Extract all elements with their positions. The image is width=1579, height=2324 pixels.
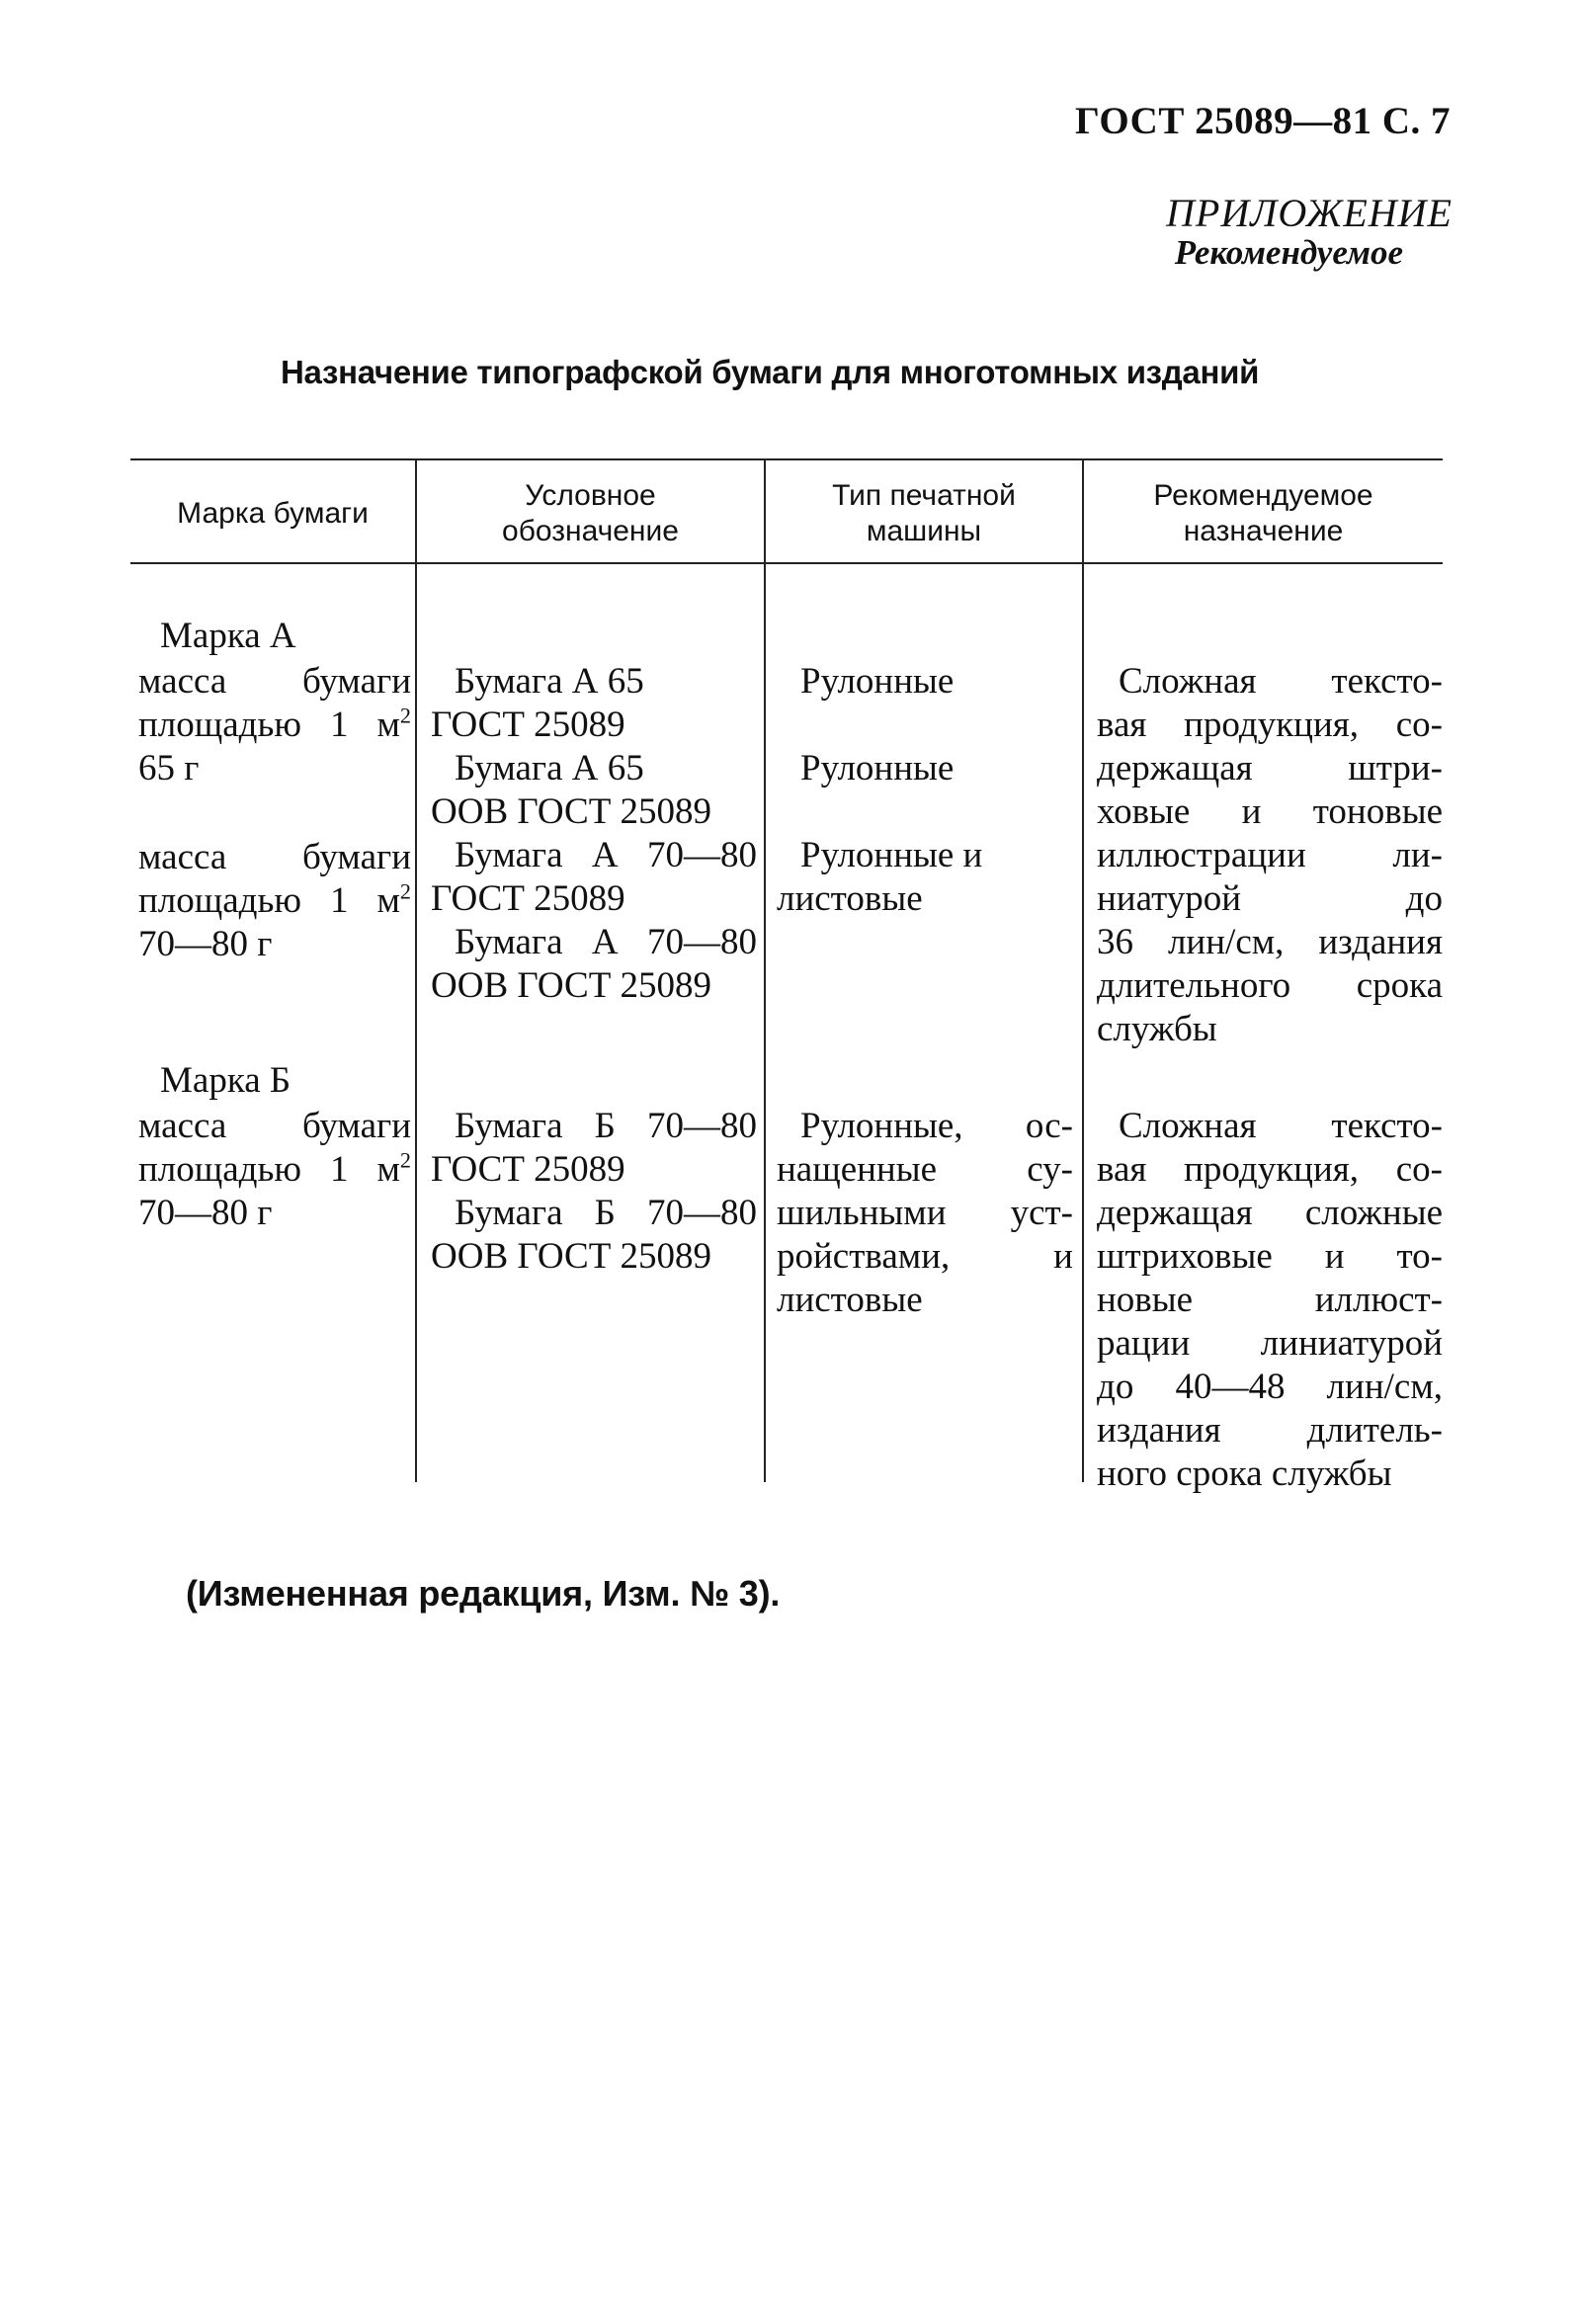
grade-b-designations: Бумага Б 70—80 ГОСТ 25089 Бумага Б 70—80 ООВ ГОСТ 25089 xyxy=(431,1106,757,1277)
table-title: Назначение типографской бумаги для многотомных изданий xyxy=(281,354,1260,390)
header-recommended-use: Рекомендуемое назначение xyxy=(1153,479,1373,547)
grade-a-purpose: Сложная тексто- вая продукция, со- держащая штри- ховые и тоновые иллюстрации ли- ниатурой до 36 лин/см, издания длительного срока службы xyxy=(1097,661,1443,1049)
column-divider-3 xyxy=(1082,458,1084,1482)
grade-a-mass-70-80: масса бумаги площадью 1 $м^2$ 70—80 г xyxy=(138,837,411,964)
column-divider-1 xyxy=(415,458,417,1482)
grade-a-label: Марка А xyxy=(160,616,296,656)
grade-b-purpose: Сложная тексто- вая продукция, со- держащая сложные штриховые и то- новые иллюст- рации линиатурой до 40—48 лин/см, издания длитель- ного срока службы xyxy=(1097,1106,1443,1494)
column-divider-2 xyxy=(764,458,766,1482)
header-designation: Условное обозначение xyxy=(502,479,679,547)
appendix-status: Рекомендуемое xyxy=(1174,233,1403,272)
grade-b-machines: Рулонные, ос- нащенные су- шильными уст- ройствами, и листовые xyxy=(777,1106,1073,1320)
grade-b-label: Марка Б xyxy=(160,1060,291,1101)
revision-note: (Измененная редакция, Изм. № 3). xyxy=(186,1573,781,1614)
appendix-label: ПРИЛОЖЕНИЕ xyxy=(1166,191,1453,235)
grade-b-mass: масса бумаги площадью 1 $м^2$ 70—80 г xyxy=(138,1106,411,1233)
header-machine-type: Тип печатной машины xyxy=(832,479,1016,547)
grade-a-machines: Рулонные Рулонные Рулонные и листовые xyxy=(777,661,983,919)
grade-a-designations: Бумага А 65 ГОСТ 25089 Бумага А 65 ООВ ГОСТ 25089 Бумага А 70—80 ГОСТ 25089 Бумага А 70—80 ООВ ГОСТ 25089 xyxy=(431,661,757,1006)
grade-a-mass-65: масса бумаги площадью 1 $м^2$ 65 г xyxy=(138,661,411,788)
page-header-code: ГОСТ 25089—81 С. 7 xyxy=(1075,100,1451,142)
header-paper-grade: Марка бумаги xyxy=(177,497,369,530)
table-top-rule xyxy=(130,458,1443,460)
table-header-rule xyxy=(130,562,1443,564)
